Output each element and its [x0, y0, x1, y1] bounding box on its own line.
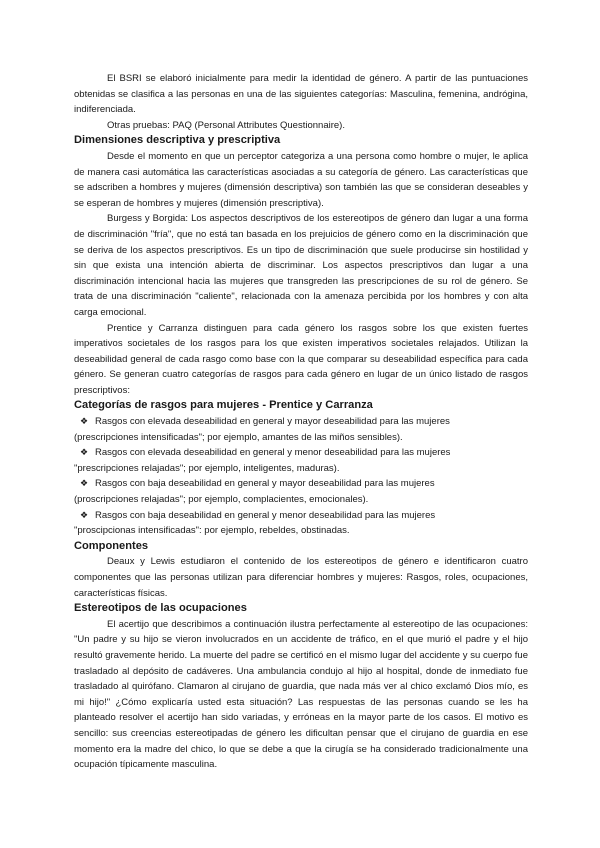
paragraph-acertijo: El acertijo que describimos a continuación ilustra perfectamente al estereotipo de las ocupaciones: "Un padre y su hijo se vieron involucrados en un accidente de tráfico, en el que murió el padre y el hijo resultó gravemente herido. La muerte del padre se certificó en el mismo lugar del accidente y su cuerpo fue trasladado al depósito de cadáveres. Una ambulancia condujo al hijo al hospital, donde de inmediato fue trasladado al quirófano. Clamaron al cirujano de guardia, que nada más ver al chico exclamó Dios mío, es mi hijo!" ¿Cómo explicaría usted esta situación? Las respuestas de las personas cuando se les ha planteado resolver el acertijo han sido variadas, y erróneas en la mayor parte de los casos. El motivo es sencillo: sus creencias estereotipadas de género les dificultan pensar que el cirujano de guardia en ese momento era la madre del chico, lo que se debe a que la cirugía se ha considerado tradicionalmente una ocupación típicamente masculina.: [74, 618, 528, 771]
bullet-item: [74, 414, 528, 445]
diamond-bullet-icon: ❖: [80, 447, 89, 458]
paragraph-desde: Desde el momento en que un perceptor categoriza a una persona como hombre o mujer, le aplica de manera casi automática las características asociadas a su categoría de género. Las características que se adscriben a hombres y mujeres (dimensión descriptiva) son también las que se consideran deseables y se esperan de hombres y mujeres (dimensión prescriptiva).: [74, 150, 528, 209]
paragraph-prentice: Prentice y Carranza distinguen para cada género los rasgos sobre los que existen fuertes imperativos societales de los rasgos para los que existen imperativos societales relajados. Utilizan la deseabilidad general de cada rasgo como base con la que comparar su deseabilidad específica para cada género. Se generan cuatro categorías de rasgos para cada género en lugar de un único listado de rasgos prescriptivos:: [74, 322, 528, 396]
paragraph-bsri: El BSRI se elaboró inicialmente para medir la identidad de género. A partir de las puntuaciones obtenidas se clasifica a las personas en una de las siguientes categorías: Masculina, femenina, andrógina, indiferenciada.: [74, 73, 528, 116]
heading-estereotipos: Estereotipos de las ocupaciones: [74, 602, 247, 615]
paragraph-burgess: Burgess y Borgida: Los aspectos descriptivos de los estereotipos de género dan lugar a una forma de discriminación "fría", que no está tan basada en los prejuicios de género como en la discriminación que se deriva de los aspectos prescriptivos. Es un tipo de discriminación que suele producirse sin hostilidad y sin que exista una intención abierta de discriminar. Los aspectos prescriptivos dan lugar a una discriminación intencional hacia las mujeres que transgreden las prescripciones de su rol de género. Se trata de una discriminación "caliente", relacionada con la amenaza percibida por los hombres y con alta carga emocional.: [74, 213, 528, 318]
bullet-first-line: Rasgos con elevada deseabilidad en general y menor deseabilidad para las mujeres: [95, 447, 451, 459]
diamond-bullet-icon: ❖: [80, 478, 89, 489]
bullet-item: [74, 508, 528, 539]
heading-dimensiones: Dimensiones descriptiva y prescriptiva: [74, 134, 281, 147]
bullet-first-line: Rasgos con elevada deseabilidad en general y mayor deseabilidad para las mujeres: [95, 416, 450, 428]
bullet-continuation: "prescripciones relajadas"; por ejemplo, inteligentes, maduras).: [74, 462, 340, 474]
bullet-first-line: Rasgos con baja deseabilidad en general y menor deseabilidad para las mujeres: [95, 509, 436, 521]
diamond-bullet-icon: ❖: [80, 416, 89, 427]
bullet-first-line: Rasgos con baja deseabilidad en general y mayor deseabilidad para las mujeres: [95, 478, 435, 490]
heading-categorias: Categorías de rasgos para mujeres - Prentice y Carranza: [74, 399, 373, 412]
paragraph-deaux: Deaux y Lewis estudiaron el contenido de los estereotipos de género e identificaron cuatro componentes que las personas utilizan para diferenciar hombres y mujeres: Rasgos, roles, ocupaciones, características físicas.: [74, 556, 528, 599]
diamond-bullet-icon: ❖: [80, 509, 89, 520]
heading-componentes: Componentes: [74, 539, 149, 552]
bullet-item: [74, 445, 528, 476]
paragraph-otras-pruebas: Otras pruebas: PAQ (Personal Attributes Questionnaire).: [107, 119, 345, 131]
bullet-continuation: "proscipcionas intensificadas": por ejemplo, rebeldes, obstinadas.: [74, 525, 350, 537]
bullet-continuation: (prescripciones intensificadas"; por ejemplo, amantes de las miños sensibles).: [74, 431, 403, 443]
bullet-item: [74, 476, 528, 507]
bullet-list: [74, 414, 528, 539]
bullet-continuation: (proscripciones relajadas"; por ejemplo, complacientes, emocionales).: [74, 494, 369, 506]
